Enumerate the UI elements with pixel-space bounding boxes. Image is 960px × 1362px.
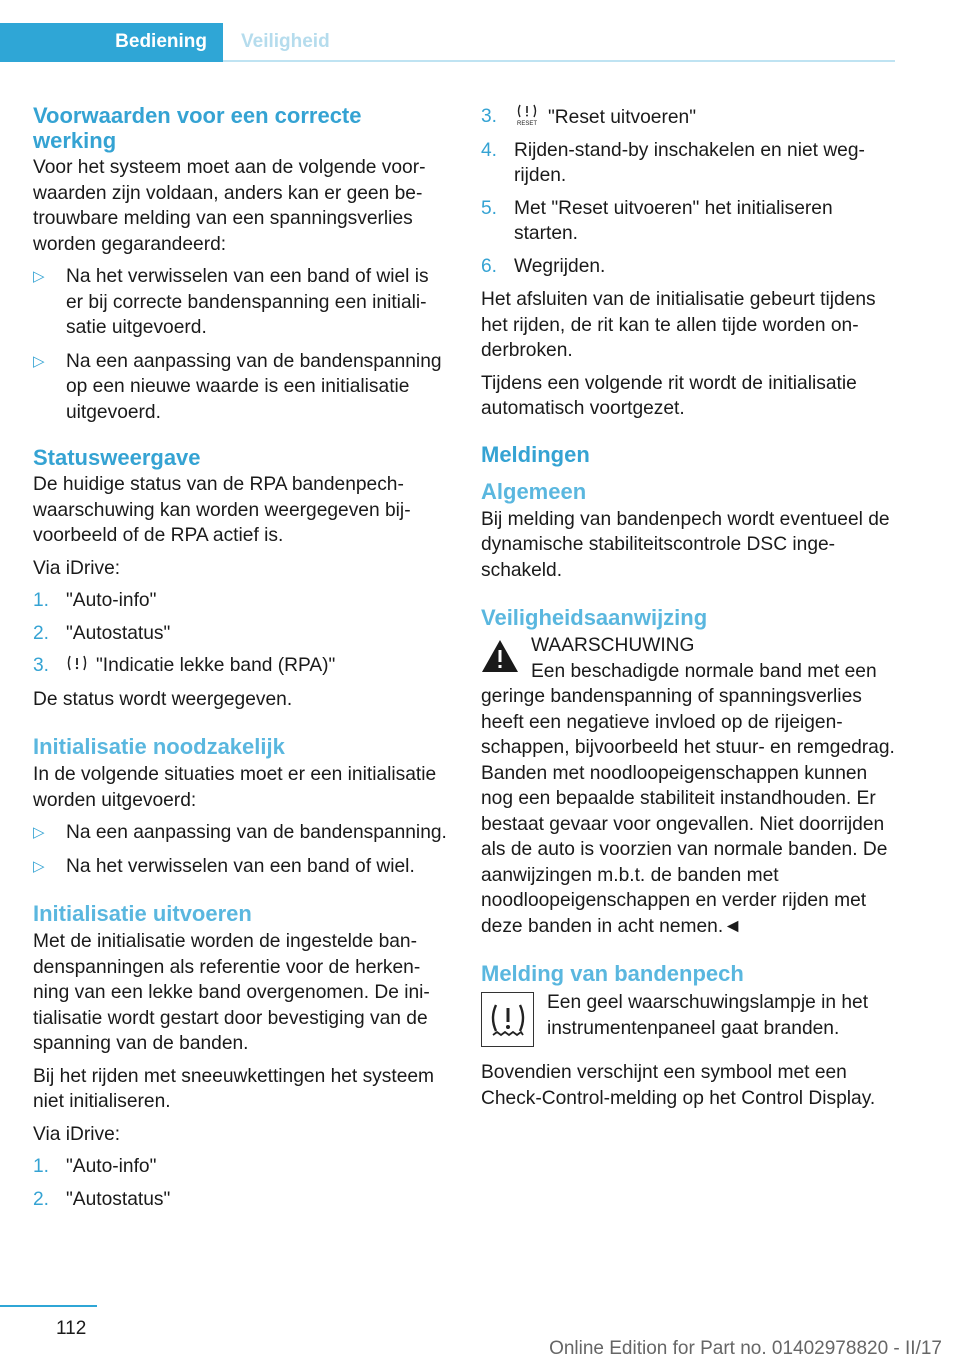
paragraph: Bij het rijden met sneeuwkettingen het systeem niet initialiseren. <box>33 1065 435 1112</box>
heading-meldingen: Meldingen <box>481 441 590 467</box>
paragraph: Met de initialisatie worden de ingestelde bandenspanningen als referentie voor de herkenning van een lekke band overgenomen. De initialisatie wordt gestart door bevestiging van de spanning van de banden. <box>33 931 430 1054</box>
list-item: 1. "Auto-info" <box>33 1156 157 1177</box>
tab-bediening <box>0 23 223 62</box>
list-item: 2. "Autostatus" <box>33 1188 171 1210</box>
tpms-block <box>481 990 896 1050</box>
step-list <box>33 588 448 679</box>
heading-melding-bandenpech: Melding van bandenpech <box>481 961 744 986</box>
footer-rule <box>0 1305 97 1307</box>
bullet-list <box>33 264 448 425</box>
list-item: 5. Met "Reset uitvoeren" het initialiseren starten. <box>481 197 833 244</box>
warning-title: WAARSCHUWING <box>531 635 695 656</box>
warning-block <box>481 633 896 939</box>
paragraph: De status wordt weergegeven. <box>33 688 293 710</box>
paragraph: Bovendien verschijnt een symbool met een Check-Control-melding op het Control Display. <box>481 1062 876 1109</box>
list-item: 4. Rijden-stand-by inschakelen en niet wegrijden. <box>481 139 865 186</box>
chapter-tabs <box>0 23 895 62</box>
page-number: 112 <box>56 1318 87 1339</box>
list-item: ▷ Na het verwisselen van een band of wiel is er bij correcte bandenspanning een initialisatie uitgevoerd. <box>33 266 429 338</box>
step-list <box>481 104 896 279</box>
svg-text:RESET: RESET <box>516 121 538 126</box>
heading-voorwaarden: Voorwaarden voor een correcte werking <box>33 103 362 153</box>
paragraph: Een geel waarschuwingslampje in het instrumentenpaneel gaat branden. <box>547 992 869 1039</box>
tire-reset-icon <box>514 104 540 126</box>
heading-algemeen: Algemeen <box>481 478 587 504</box>
heading-statusweergave: Statusweergave <box>33 445 201 470</box>
list-item: ▷ Na een aanpassing van de bandenspanning. <box>33 820 448 846</box>
header-rule <box>223 60 895 62</box>
warning-text: Een beschadigde normale band met een geringe bandenspanning of spanningsverlies heeft een negatieve invloed op de rijeigenschappen, bijvoorbeeld het stuur- en remgedrag. Banden met noodloopeigenschappen kunnen nog een bepaalde stabiliteit instandhouden. Er bestaat gevaar voor ongevallen. Niet doorrijden als de auto is voorzien van normale banden. De aanwijzingen m.b.t. de banden met noodloopeigenschappen en verder rijden met deze banden in acht nemen.◄ <box>481 660 895 937</box>
triangle-bullet-icon: ▷ <box>33 352 45 370</box>
tab-veiligheid <box>223 23 895 62</box>
left-column <box>33 100 448 1220</box>
list-item: 3. RESET "Reset uitvoeren" <box>481 106 697 128</box>
bullet-list <box>33 820 448 879</box>
paragraph: Bij melding van bandenpech wordt eventueel de dynamische stabiliteitscontrole DSC ingeschakeld. <box>481 508 890 581</box>
paragraph: Voor het systeem moet aan de volgende voorwaarden zijn voldaan, anders kan er geen betrouwbare melding van een spanningsverlies worden gegarandeerd: <box>33 157 426 255</box>
list-item: ▷ Na een aanpassing van de bandenspanning op een nieuwe waarde is een initialisatie uitgevoerd. <box>33 350 442 423</box>
paragraph: Via iDrive: <box>33 1123 121 1145</box>
tire-pressure-warning-icon <box>481 992 534 1047</box>
list-item: 1. "Auto-info" <box>33 590 157 611</box>
tire-pressure-icon <box>66 654 88 674</box>
paragraph: In de volgende situaties moet er een initialisatie worden uitgevoerd: <box>33 764 437 811</box>
tab-bediening-label: Bediening <box>115 31 207 52</box>
right-column <box>481 100 896 1118</box>
paragraph: De huidige status van de RPA bandenpechwaarschuwing kan worden weergegeven bijvoorbeeld of de RPA actief is. <box>33 474 411 546</box>
paragraph: Het afsluiten van de initialisatie gebeurt tijdens het rijden, de rit kan te allen tijde worden onderbroken. <box>481 289 876 361</box>
heading-initialisatie-uitvoeren: Initialisatie uitvoeren <box>33 901 252 926</box>
paragraph: Via iDrive: <box>33 557 121 579</box>
list-item: 3. "Indicatie lekke band (RPA)" <box>33 655 336 676</box>
list-item: 6. Wegrijden. <box>481 255 606 277</box>
triangle-bullet-icon: ▷ <box>33 857 45 875</box>
list-item: 2. "Autostatus" <box>33 622 171 644</box>
edition-note: Online Edition for Part no. 01402978820 - II/17 <box>549 1338 942 1359</box>
paragraph: Tijdens een volgende rit wordt de initialisatie automatisch voortgezet. <box>481 372 857 419</box>
step-list <box>33 1154 448 1212</box>
tab-veiligheid-label: Veiligheid <box>241 31 330 52</box>
warning-triangle-icon <box>481 639 519 673</box>
heading-veiligheidsaanwijzing: Veiligheidsaanwijzing <box>481 605 708 630</box>
heading-initialisatie-noodzakelijk: Initialisatie noodzakelijk <box>33 734 285 759</box>
triangle-bullet-icon: ▷ <box>33 824 45 841</box>
list-item: ▷ Na het verwisselen van een band of wiel. <box>33 854 448 880</box>
triangle-bullet-icon: ▷ <box>33 268 45 285</box>
